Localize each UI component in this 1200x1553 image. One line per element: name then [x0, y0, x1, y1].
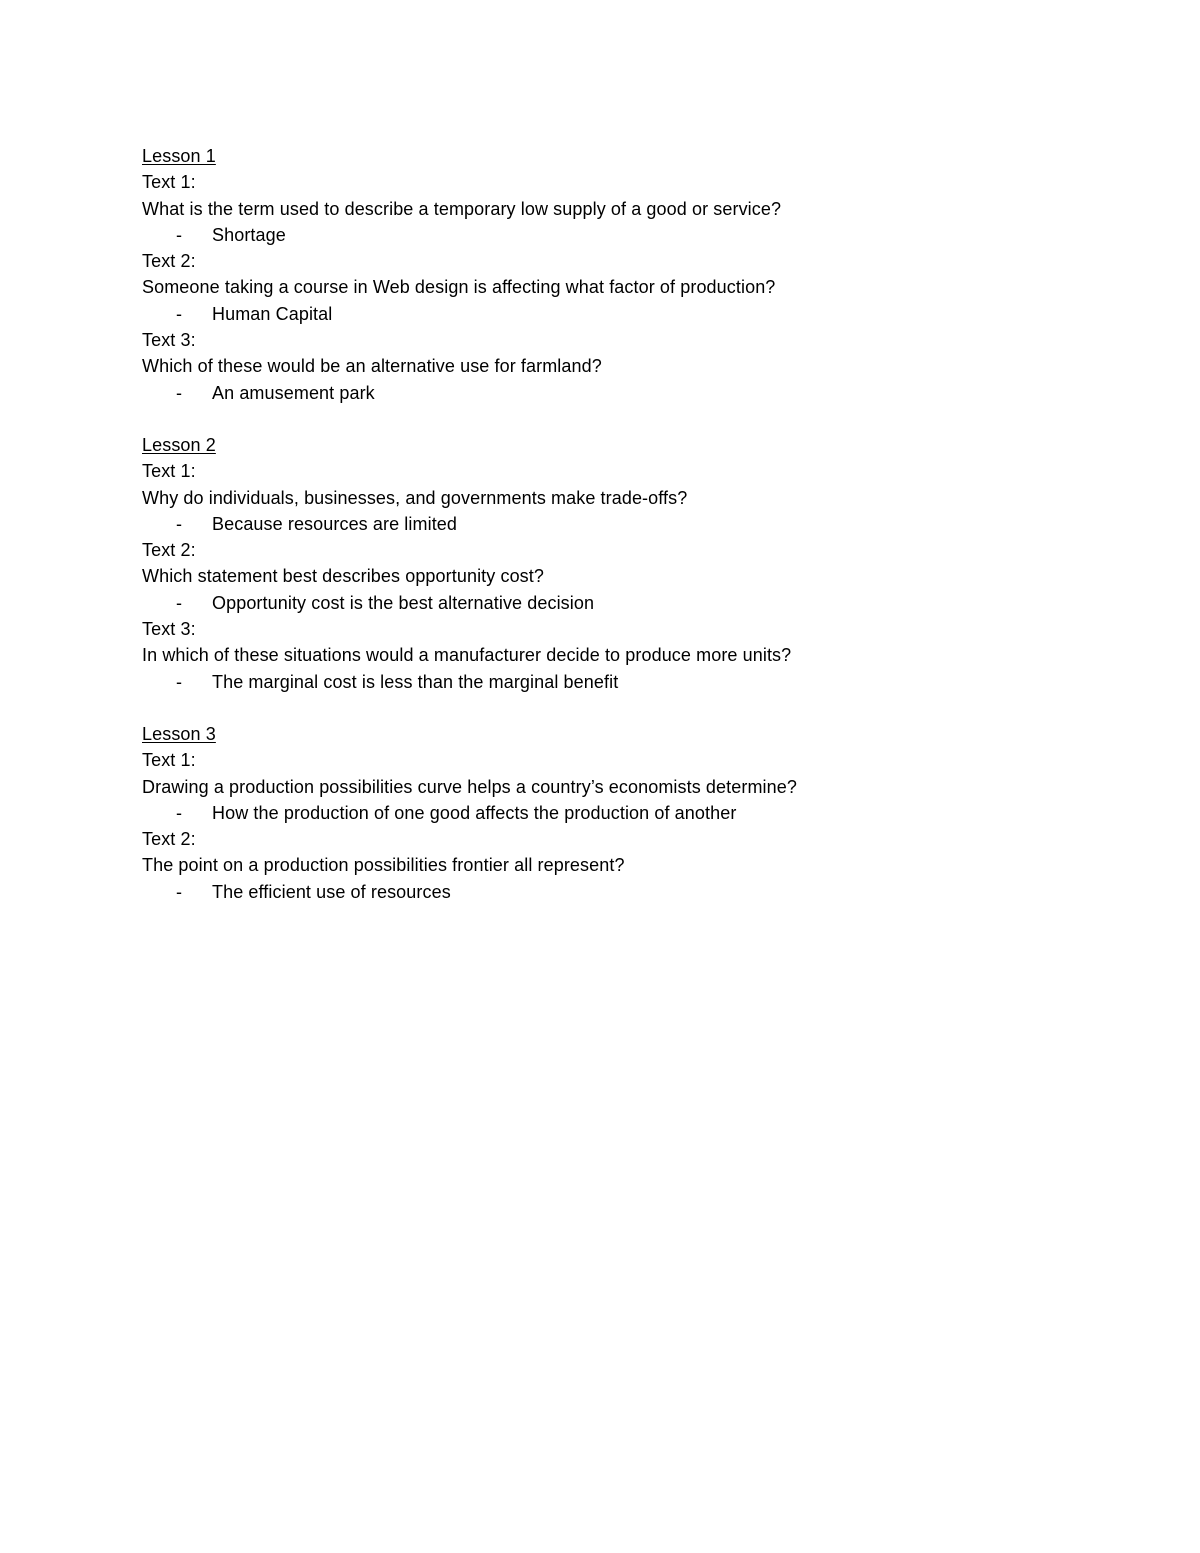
answer: Because resources are limited [212, 513, 458, 534]
answer-item [142, 879, 1092, 905]
question: Which statement best describes opportunity cost? [142, 566, 544, 587]
text-label: Text 2: [142, 540, 196, 561]
text-label: Text 2: [142, 829, 196, 850]
question: Someone taking a course in Web design is affecting what factor of production? [142, 277, 776, 298]
dash-bullet: - [176, 592, 183, 613]
question: What is the term used to describe a temporary low supply of a good or service? [142, 198, 782, 219]
lesson-title: Lesson 3 [142, 723, 216, 744]
answer: How the production of one good affects the production of another [212, 802, 737, 823]
dash-bullet: - [176, 513, 183, 534]
answer: The efficient use of resources [212, 881, 451, 902]
answer: Human Capital [212, 303, 333, 324]
answer: Shortage [212, 224, 286, 245]
answer-item [142, 511, 1092, 537]
dash-bullet: - [176, 802, 183, 823]
question: Drawing a production possibilities curve helps a country’s economists determine? [142, 776, 797, 797]
answer-item [142, 800, 1092, 826]
lesson-2 [142, 432, 1092, 695]
text-label: Text 3: [142, 619, 196, 640]
answer: An amusement park [212, 382, 375, 403]
lesson-title: Lesson 2 [142, 434, 216, 455]
answer-item [142, 222, 1092, 248]
lesson-3 [142, 721, 1092, 905]
dash-bullet: - [176, 224, 183, 245]
lesson-title: Lesson 1 [142, 146, 216, 166]
answer-item [142, 669, 1092, 695]
dash-bullet: - [176, 671, 183, 692]
lesson-1 [142, 143, 1092, 406]
dash-bullet: - [176, 303, 183, 324]
answer: Opportunity cost is the best alternative decision [212, 592, 595, 613]
question: The point on a production possibilities frontier all represent? [142, 855, 625, 876]
question: Why do individuals, businesses, and governments make trade-offs? [142, 487, 688, 508]
question: Which of these would be an alternative use for farmland? [142, 356, 602, 377]
text-label: Text 2: [142, 251, 196, 272]
answer-item [142, 301, 1092, 327]
document-body [142, 143, 1092, 931]
answer-item [142, 380, 1092, 406]
answer-item [142, 590, 1092, 616]
text-label: Text 1: [142, 750, 196, 771]
text-label: Text 3: [142, 330, 196, 351]
dash-bullet: - [176, 881, 183, 902]
text-label: Text 1: [142, 461, 196, 482]
answer: The marginal cost is less than the marginal benefit [212, 671, 619, 692]
question: In which of these situations would a manufacturer decide to produce more units? [142, 645, 792, 666]
dash-bullet: - [176, 382, 183, 403]
text-label: Text 1: [142, 172, 196, 193]
